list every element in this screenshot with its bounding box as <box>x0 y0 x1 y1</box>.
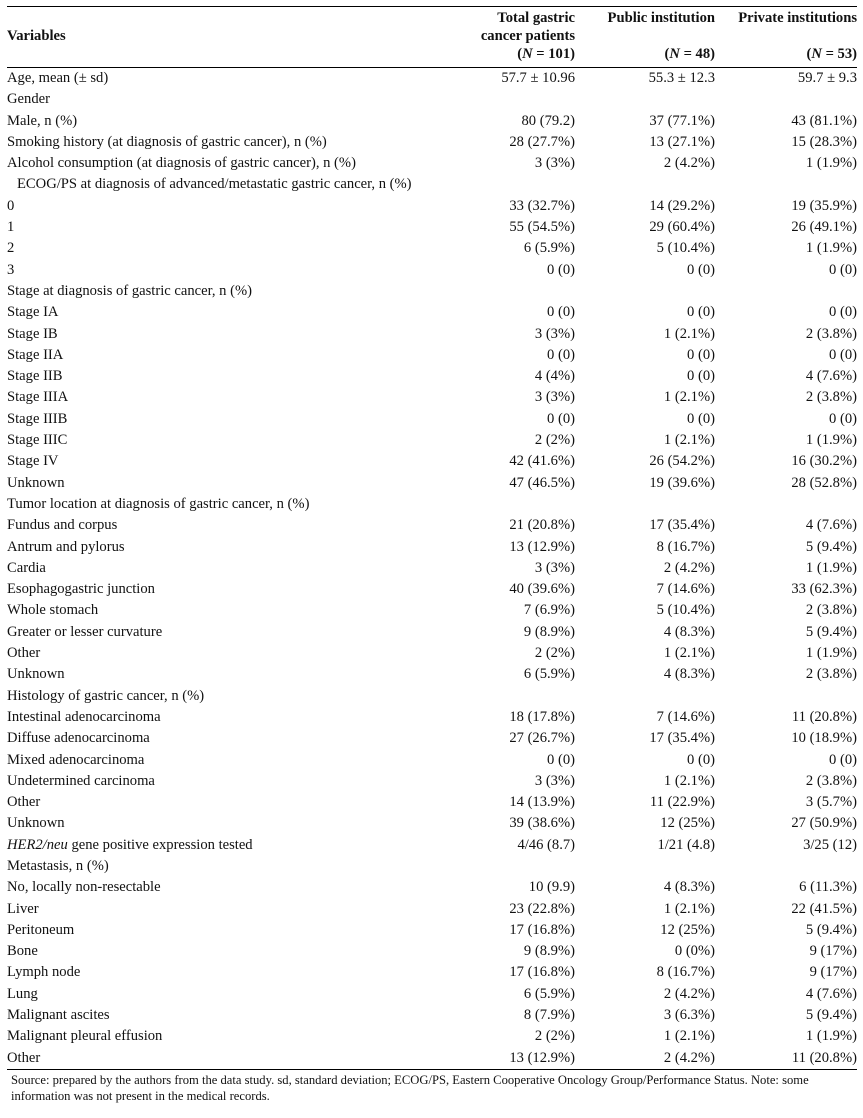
cell-public: 2 (4.2%) <box>663 559 715 576</box>
cell-public: 0 (0) <box>687 304 715 321</box>
cell-public: 1 (2.1%) <box>663 325 715 342</box>
row-label: Other <box>7 794 41 811</box>
cell-private: 43 (81.1%) <box>791 112 857 129</box>
table-row <box>7 643 857 664</box>
cell-private: 2 (3.8%) <box>805 325 857 342</box>
row-label: Peritoneum <box>7 921 75 938</box>
row-label: Stage IIB <box>7 368 63 385</box>
cell-private: 6 (11.3%) <box>799 879 857 896</box>
table-row <box>7 962 857 983</box>
header-total <box>435 7 575 68</box>
cell-private: 1 (1.9%) <box>805 240 857 257</box>
cell-total <box>435 174 575 195</box>
table-row <box>7 728 857 749</box>
row-label: No, locally non-resectable <box>7 879 161 896</box>
cell-private: 1 (1.9%) <box>805 1028 857 1045</box>
row-label: Stage IA <box>7 304 59 321</box>
cell-total: 17 (16.8%) <box>509 964 575 981</box>
cell-total <box>435 281 575 302</box>
table-row <box>7 899 857 920</box>
cell-private: 15 (28.3%) <box>791 133 857 150</box>
cell-private <box>715 686 857 707</box>
header-public-title: Public institution <box>607 10 715 26</box>
cell-private <box>715 174 857 195</box>
table-row <box>7 260 857 281</box>
header-public-n: (N = 48) <box>664 46 715 62</box>
cell-private: 3 (5.7%) <box>805 794 857 811</box>
table-row <box>7 707 857 728</box>
table-row <box>7 451 857 472</box>
cell-total: 2 (2%) <box>534 1028 575 1045</box>
row-label-suffix: gene positive expression tested <box>67 836 253 853</box>
cell-private: 11 (20.8%) <box>791 708 857 725</box>
row-label: Unknown <box>7 474 65 491</box>
header-private-spacer <box>715 27 857 45</box>
row-label: Stage IV <box>7 453 59 470</box>
cell-public <box>575 856 715 877</box>
header-public-spacer <box>575 27 715 45</box>
cell-private: 2 (3.8%) <box>805 389 857 406</box>
cell-total: 7 (6.9%) <box>523 602 575 619</box>
cell-public: 5 (10.4%) <box>656 602 715 619</box>
cell-public: 2 (4.2%) <box>575 1048 715 1070</box>
cell-public: 8 (16.7%) <box>656 538 715 555</box>
table-row <box>7 579 857 600</box>
section-row <box>7 494 857 515</box>
cell-private: 9 (17%) <box>809 964 857 981</box>
cell-total: 4 (4%) <box>534 368 575 385</box>
cell-public: 13 (27.1%) <box>649 133 715 150</box>
section-row <box>7 89 857 110</box>
table-row <box>7 345 857 366</box>
cell-private: 59.7 ± 9.3 <box>797 70 857 86</box>
cell-private: 28 (52.8%) <box>791 474 857 491</box>
cell-private: 0 (0) <box>829 261 857 278</box>
cell-public: 2 (4.2%) <box>663 985 715 1002</box>
cell-public: 1 (2.1%) <box>663 900 715 917</box>
table-row <box>7 473 857 494</box>
cell-private: 16 (30.2%) <box>791 453 857 470</box>
table-row <box>7 132 857 153</box>
row-label: Stage IIIA <box>7 389 69 406</box>
header-variables: Variables <box>7 7 435 68</box>
table-row <box>7 1048 857 1070</box>
cell-private <box>715 89 857 110</box>
cell-public: 4 (8.3%) <box>663 623 715 640</box>
section-label: ECOG/PS at diagnosis of advanced/metastatic gastric cancer, n (%) <box>17 176 412 193</box>
row-label: Fundus and corpus <box>7 517 118 534</box>
cell-private: 10 (18.9%) <box>791 730 857 747</box>
cell-public: 0 (0) <box>687 346 715 363</box>
table-row <box>7 537 857 558</box>
row-label: Malignant ascites <box>7 1007 110 1024</box>
cell-public: 0 (0%) <box>674 943 715 960</box>
cell-private: 1 (1.9%) <box>805 645 857 662</box>
cell-total: 3 (3%) <box>534 325 575 342</box>
cell-public: 1 (2.1%) <box>663 389 715 406</box>
table-row <box>7 558 857 579</box>
table-row <box>7 1026 857 1047</box>
cell-private: 0 (0) <box>829 304 857 321</box>
table-row <box>7 622 857 643</box>
table-row <box>7 430 857 451</box>
cell-total: 57.7 ± 10.96 <box>501 70 575 86</box>
cell-private <box>715 494 857 515</box>
cell-public <box>575 89 715 110</box>
cell-private: 3/25 (12) <box>803 836 857 853</box>
cell-total <box>435 856 575 877</box>
row-label: Mixed adenocarcinoma <box>7 751 145 768</box>
cell-public: 2 (4.2%) <box>663 155 715 172</box>
cell-private: 5 (9.4%) <box>805 921 857 938</box>
cell-total: 13 (12.9%) <box>435 1048 575 1070</box>
cell-total: 6 (5.9%) <box>523 240 575 257</box>
cell-private: 4 (7.6%) <box>805 517 857 534</box>
cell-total: 47 (46.5%) <box>509 474 575 491</box>
table-row <box>7 302 857 323</box>
cell-private: 0 (0) <box>829 751 857 768</box>
cell-total: 0 (0) <box>547 751 575 768</box>
cell-public: 0 (0) <box>687 410 715 427</box>
cell-total: 23 (22.8%) <box>509 900 575 917</box>
cell-total <box>435 494 575 515</box>
header-public <box>575 7 715 68</box>
cell-public <box>575 494 715 515</box>
cell-public <box>575 686 715 707</box>
table-row <box>7 664 857 685</box>
table-row <box>7 217 857 238</box>
header-private-n: (N = 53) <box>806 46 857 62</box>
row-label: Age, mean (± sd) <box>7 70 109 86</box>
cell-private: 1 (1.9%) <box>805 432 857 449</box>
row-label: Alcohol consumption (at diagnosis of gastric cancer), n (%) <box>7 155 356 172</box>
cell-private: 2 (3.8%) <box>805 772 857 789</box>
row-label-italic: HER2/neu <box>7 836 68 853</box>
cell-public: 0 (0) <box>687 261 715 278</box>
cell-private: 27 (50.9%) <box>791 815 857 832</box>
cell-public: 14 (29.2%) <box>649 197 715 214</box>
cell-private: 4 (7.6%) <box>805 985 857 1002</box>
cell-private: 33 (62.3%) <box>791 581 857 598</box>
cell-total: 9 (8.9%) <box>523 623 575 640</box>
table-row <box>7 813 857 834</box>
cell-total: 0 (0) <box>547 346 575 363</box>
cell-total: 27 (26.7%) <box>509 730 575 747</box>
table-row <box>7 153 857 174</box>
row-label: Esophagogastric junction <box>7 581 155 598</box>
table-row <box>7 771 857 792</box>
cell-private: 2 (3.8%) <box>805 602 857 619</box>
cell-total: 80 (79.2) <box>521 112 575 129</box>
cell-public: 55.3 ± 12.3 <box>648 70 715 86</box>
cell-public: 7 (14.6%) <box>656 581 715 598</box>
cell-public: 17 (35.4%) <box>649 517 715 534</box>
section-row <box>7 686 857 707</box>
table-row <box>7 387 857 408</box>
table-footnote: Source: prepared by the authors from the data study. sd, standard deviation; ECOG/PS, Eastern Cooperative Oncology Group/Performance Status. Note: some information was not present in the medical records. <box>11 1072 809 1103</box>
cell-total: 55 (54.5%) <box>509 219 575 236</box>
cell-total: 2 (2%) <box>534 645 575 662</box>
cell-total: 40 (39.6%) <box>509 581 575 598</box>
cell-public: 1 (2.1%) <box>663 772 715 789</box>
row-label: Malignant pleural effusion <box>7 1028 163 1045</box>
cell-public: 11 (22.9%) <box>649 794 715 811</box>
cell-private: 1 (1.9%) <box>805 559 857 576</box>
table-row <box>7 238 857 259</box>
cell-public: 17 (35.4%) <box>649 730 715 747</box>
header-private <box>715 7 857 68</box>
cell-total: 3 (3%) <box>534 559 575 576</box>
cell-total <box>435 89 575 110</box>
cell-total: 0 (0) <box>547 261 575 278</box>
cell-private <box>715 281 857 302</box>
cell-public: 0 (0) <box>687 751 715 768</box>
cell-public: 19 (39.6%) <box>649 474 715 491</box>
cell-total: 0 (0) <box>547 410 575 427</box>
header-row <box>7 7 857 68</box>
cell-private: 0 (0) <box>829 346 857 363</box>
patient-characteristics-table <box>7 6 857 1070</box>
table-row <box>7 920 857 941</box>
table-row <box>7 750 857 771</box>
section-label: Stage at diagnosis of gastric cancer, n (%) <box>7 282 252 299</box>
table-row <box>7 366 857 387</box>
header-total-line1: Total gastric <box>497 10 575 26</box>
table-row <box>7 1005 857 1026</box>
cell-total: 14 (13.9%) <box>509 794 575 811</box>
row-label: Bone <box>7 943 38 960</box>
cell-total: 8 (7.9%) <box>523 1007 575 1024</box>
row-label: Undetermined carcinoma <box>7 772 155 789</box>
cell-public: 26 (54.2%) <box>649 453 715 470</box>
cell-private: 0 (0) <box>829 410 857 427</box>
cell-public <box>575 281 715 302</box>
cell-public: 12 (25%) <box>660 815 715 832</box>
cell-public: 5 (10.4%) <box>656 240 715 257</box>
cell-total: 42 (41.6%) <box>509 453 575 470</box>
cell-total: 13 (12.9%) <box>509 538 575 555</box>
cell-public: 1 (2.1%) <box>663 432 715 449</box>
table-row <box>7 600 857 621</box>
header-total-n: (N = 101) <box>517 46 575 62</box>
cell-total: 0 (0) <box>547 304 575 321</box>
row-label: Lung <box>7 985 38 1002</box>
table-row <box>7 324 857 345</box>
cell-private: 4 (7.6%) <box>805 368 857 385</box>
cell-private: 11 (20.8%) <box>715 1048 857 1070</box>
cell-total: 21 (20.8%) <box>509 517 575 534</box>
section-label: Metastasis, n (%) <box>7 857 109 874</box>
row-label: 1 <box>7 219 15 236</box>
table-row <box>7 984 857 1005</box>
cell-total: 17 (16.8%) <box>509 921 575 938</box>
section-label: Tumor location at diagnosis of gastric cancer, n (%) <box>7 495 310 512</box>
row-label: Whole stomach <box>7 602 99 619</box>
cell-private: 22 (41.5%) <box>791 900 857 917</box>
section-row <box>7 856 857 877</box>
cell-private <box>715 856 857 877</box>
cell-public: 0 (0) <box>687 368 715 385</box>
table-row <box>7 409 857 430</box>
cell-public: 1 (2.1%) <box>663 1028 715 1045</box>
row-label: 2 <box>7 240 15 257</box>
cell-total: 2 (2%) <box>534 432 575 449</box>
cell-private: 19 (35.9%) <box>791 197 857 214</box>
row-label: Stage IIA <box>7 346 64 363</box>
cell-total: 4/46 (8.7) <box>517 836 575 853</box>
cell-total: 6 (5.9%) <box>523 666 575 683</box>
row-label: Smoking history (at diagnosis of gastric cancer), n (%) <box>7 133 327 150</box>
row-label: Stage IIIB <box>7 410 68 427</box>
row-label: Cardia <box>7 559 46 576</box>
header-total-line2: cancer patients <box>480 28 575 44</box>
cell-total <box>435 686 575 707</box>
cell-private: 26 (49.1%) <box>791 219 857 236</box>
cell-private: 5 (9.4%) <box>805 538 857 555</box>
row-label: Lymph node <box>7 964 81 981</box>
cell-private: 1 (1.9%) <box>805 155 857 172</box>
cell-total: 28 (27.7%) <box>509 133 575 150</box>
row-label: Unknown <box>7 815 65 832</box>
cell-public: 4 (8.3%) <box>663 666 715 683</box>
cell-public: 7 (14.6%) <box>656 708 715 725</box>
cell-private: 2 (3.8%) <box>805 666 857 683</box>
table-row <box>7 835 857 856</box>
table-row <box>7 111 857 132</box>
cell-total: 3 (3%) <box>534 389 575 406</box>
cell-total: 39 (38.6%) <box>509 815 575 832</box>
row-label: Greater or lesser curvature <box>7 623 163 640</box>
row-label <box>7 835 435 856</box>
row-label: Liver <box>7 900 39 917</box>
section-row <box>7 174 857 195</box>
cell-public: 12 (25%) <box>660 921 715 938</box>
section-label: Gender <box>7 91 50 108</box>
table-body <box>7 68 857 1070</box>
table-row <box>7 196 857 217</box>
row-label: Intestinal adenocarcinoma <box>7 708 161 725</box>
cell-public: 8 (16.7%) <box>656 964 715 981</box>
row-label: Male, n (%) <box>7 112 78 129</box>
cell-total: 6 (5.9%) <box>523 985 575 1002</box>
cell-public: 3 (6.3%) <box>663 1007 715 1024</box>
cell-public: 1 (2.1%) <box>663 645 715 662</box>
row-label: Stage IB <box>7 325 58 342</box>
table-row <box>7 877 857 898</box>
cell-public: 29 (60.4%) <box>649 219 715 236</box>
header-private-title: Private institutions <box>738 10 857 26</box>
cell-public: 37 (77.1%) <box>649 112 715 129</box>
cell-public <box>575 174 715 195</box>
cell-private: 9 (17%) <box>809 943 857 960</box>
cell-public: 1/21 (4.8) <box>657 836 715 853</box>
cell-public: 4 (8.3%) <box>663 879 715 896</box>
row-label: Unknown <box>7 666 65 683</box>
cell-total: 18 (17.8%) <box>509 708 575 725</box>
row-label: 3 <box>7 261 15 278</box>
row-label: Stage IIIC <box>7 432 68 449</box>
cell-total: 33 (32.7%) <box>509 197 575 214</box>
section-row <box>7 281 857 302</box>
row-label: Other <box>7 645 41 662</box>
cell-total: 9 (8.9%) <box>523 943 575 960</box>
cell-total: 3 (3%) <box>534 772 575 789</box>
row-label: 0 <box>7 197 15 214</box>
table-row <box>7 68 857 90</box>
table-row <box>7 792 857 813</box>
cell-private: 5 (9.4%) <box>805 1007 857 1024</box>
section-label: Histology of gastric cancer, n (%) <box>7 687 205 704</box>
cell-private: 5 (9.4%) <box>805 623 857 640</box>
table-row <box>7 941 857 962</box>
cell-total: 10 (9.9) <box>528 879 575 896</box>
cell-total: 3 (3%) <box>534 155 575 172</box>
table-row <box>7 515 857 536</box>
row-label: Other <box>7 1048 435 1070</box>
row-label: Antrum and pylorus <box>7 538 125 555</box>
row-label: Diffuse adenocarcinoma <box>7 730 150 747</box>
